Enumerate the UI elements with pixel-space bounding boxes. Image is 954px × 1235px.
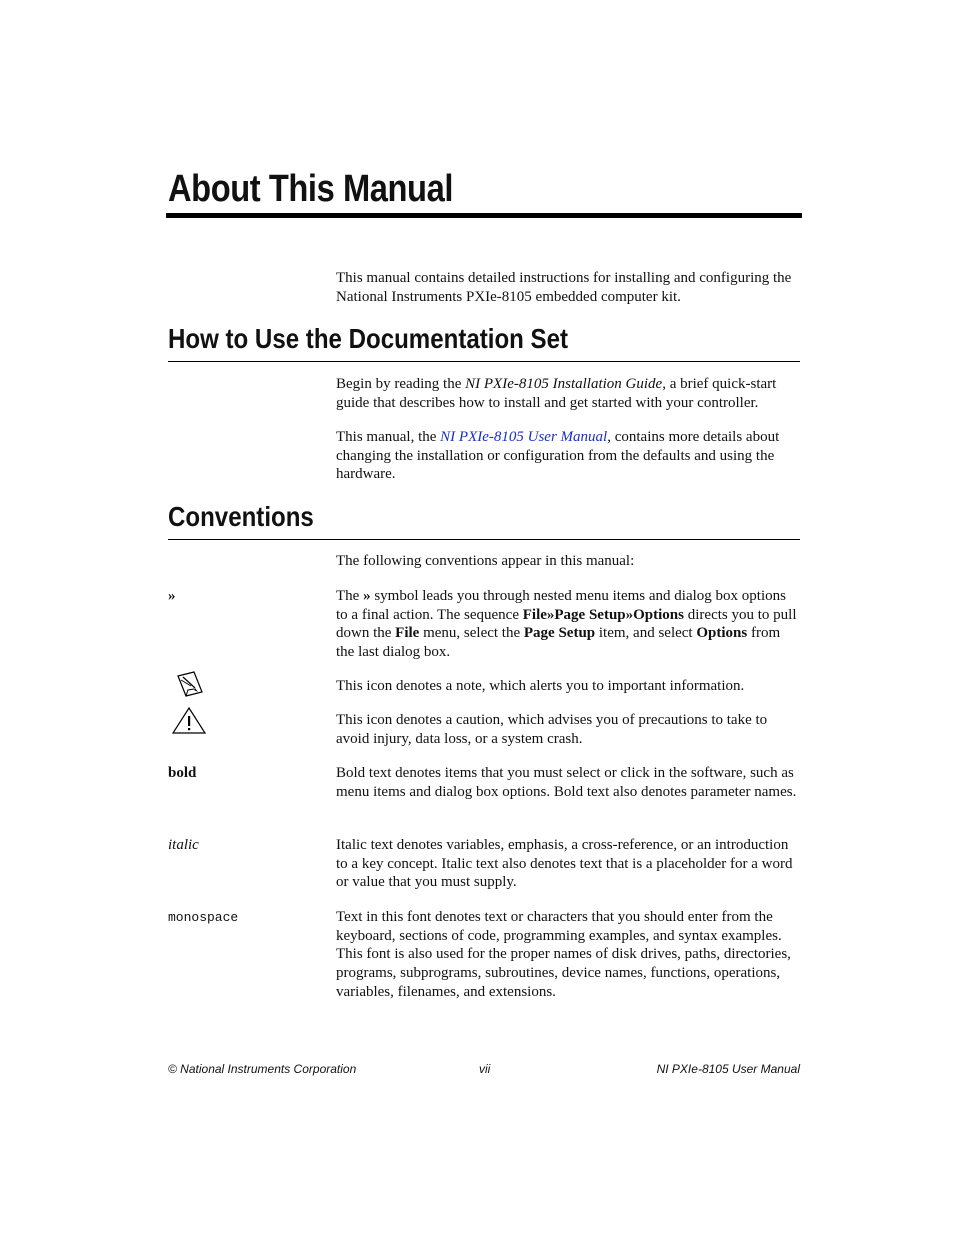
arrow-convention-text: The » symbol leads you through nested menu items and dialog box options to a final action. The sequence File»Page Setup»Options directs you to pull down the File menu, select the Page Setup item, and select Options from the last dialog box. <box>336 588 797 661</box>
bold-convention-text: Bold text denotes items that you must select or click in the software, such as menu items and dialog box options. Bold text also denotes parameter names. <box>336 765 797 800</box>
docset-paragraph-1: Begin by reading the NI PXIe-8105 Installation Guide, a brief quick-start guide that describes how to install and get started with your controller. <box>336 376 777 411</box>
arrow-convention-label: » <box>168 588 176 604</box>
conventions-intro: The following conventions appear in this manual: <box>336 553 635 569</box>
docset-rule <box>168 361 800 362</box>
user-manual-link[interactable]: NI PXIe-8105 User Manual <box>440 429 608 445</box>
footer-manual-title: NI PXIe-8105 User Manual <box>656 1062 800 1076</box>
note-icon <box>174 670 206 700</box>
caution-convention-text: This icon denotes a caution, which advises you of precautions to take to avoid injury, data loss, or a system crash. <box>336 712 768 747</box>
conventions-heading: Conventions <box>168 501 314 532</box>
docset-heading: How to Use the Documentation Set <box>168 323 569 354</box>
title-rule <box>166 213 802 218</box>
monospace-convention-label: monospace <box>168 910 239 925</box>
footer-page-number: vii <box>479 1062 491 1076</box>
note-convention-text: This icon denotes a note, which alerts you to important information. <box>336 678 745 694</box>
italic-convention-text: Italic text denotes variables, emphasis, a cross-reference, or an introduction to a key concept. Italic text also denotes text that is a placeholder for a word or value that you must supply. <box>336 837 793 891</box>
caution-icon <box>172 706 208 736</box>
intro-paragraph: This manual contains detailed instructions for installing and configuring the National Instruments PXIe-8105 embedded computer kit. <box>336 270 792 305</box>
page-title: About This Manual <box>168 168 453 210</box>
installation-guide-title: NI PXIe-8105 Installation Guide <box>465 376 663 392</box>
bold-convention-label: bold <box>168 765 197 781</box>
docset-paragraph-2: This manual, the NI PXIe-8105 User Manual, contains more details about changing the installation or configuration from the defaults and using the hardware. <box>336 429 780 483</box>
monospace-convention-text: Text in this font denotes text or characters that you should enter from the keyboard, sections of code, programming examples, and syntax examples. This font is also used for the proper names of disk drives, paths, directories, programs, subprograms, subroutines, device names, functions, operations, variables, filenames, and extensions. <box>336 909 791 1000</box>
footer-copyright: © National Instruments Corporation <box>168 1062 357 1076</box>
conventions-rule <box>168 539 800 540</box>
italic-convention-label: italic <box>168 837 199 853</box>
